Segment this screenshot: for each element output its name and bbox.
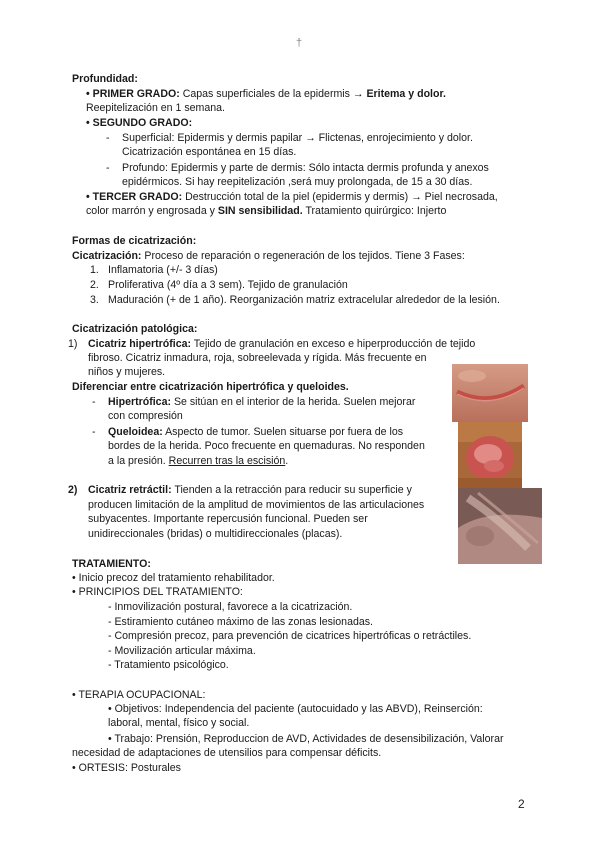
page-number: 2 — [518, 797, 525, 811]
hypertrophic-label: Cicatriz hipertrófica: — [88, 338, 192, 350]
principles-title: • PRINCIPIOS DEL TRATAMIENTO: — [72, 586, 243, 598]
phase-text: Inflamatoria (+/- 3 días) — [108, 264, 218, 276]
treatment-title: TRATAMIENTO: — [72, 558, 151, 570]
dash-icon: - — [92, 396, 96, 408]
third-degree-line2-b: Tratamiento quirúrgico: Injerto — [305, 205, 447, 217]
retractile-num: 2) — [68, 484, 78, 496]
phase-text: Proliferativa (4º día a 3 sem). Tejido de granulación — [108, 279, 348, 291]
principle-item: - Movilización articular máxima. — [108, 645, 256, 657]
principle-item: - Compresión precoz, para prevención de cicatrices hipertróficas o retráctiles. — [108, 630, 472, 642]
orthesis-line: • ORTESIS: Posturales — [72, 762, 181, 774]
hypertrophic-num: 1) — [68, 338, 78, 350]
ot-title: • TERAPIA OCUPACIONAL: — [72, 689, 206, 701]
keloid-line3-a: a la presión. — [108, 455, 166, 467]
principle-item: - Estiramiento cutáneo máximo de las zonas lesionadas. — [108, 616, 373, 628]
hypertrophic-diff-line2: con compresión — [108, 410, 183, 422]
third-degree-label: • TERCER GRADO: — [86, 191, 183, 203]
hypertrophic-diff-label: Hipertrófica: — [108, 396, 171, 408]
retractile-label: Cicatriz retráctil: — [88, 484, 172, 496]
first-degree-label: • PRIMER GRADO: — [86, 88, 180, 100]
keloid-text: Aspecto de tumor. Suelen situarse por fuera de los — [165, 426, 404, 438]
ot-work-line2: necesidad de adaptaciones de utensilios para compensar déficits. — [72, 747, 382, 759]
third-degree-line — [86, 190, 498, 205]
keloid-line3 — [108, 454, 288, 469]
first-degree-text: Capas superficiales de la epidermis → — [182, 88, 364, 100]
hypertrophic-line2: fibroso. Cicatriz inmadura, roja, sobreelevada y rígida. Más frecuente en — [88, 352, 427, 364]
dash-icon: - — [92, 426, 96, 438]
difference-title: Diferenciar entre cicatrización hipertrófica y queloides. — [72, 381, 349, 393]
hypertrophic-diff-text: Se sitúan en el interior de la herida. Suelen mejorar — [173, 396, 416, 408]
keloid-line2: bordes de la herida. Poco frecuente en quemaduras. No responden — [108, 440, 425, 452]
third-degree-line2-a: color marrón y engrosada y — [86, 205, 215, 217]
phase-num: 2. — [90, 279, 99, 291]
third-degree-bold: SIN sensibilidad. — [217, 205, 303, 217]
superficial-line1: Superficial: Epidermis y dermis papilar → Flictenas, enrojecimiento y dolor. — [122, 132, 473, 144]
depth-title: Profundidad: — [72, 73, 138, 85]
second-degree-label: • SEGUNDO GRADO: — [86, 117, 193, 129]
healing-definition — [72, 249, 465, 264]
retractile-line1 — [88, 483, 412, 498]
treatment-early: • Inicio precoz del tratamiento rehabilitador. — [72, 572, 275, 584]
hypertrophic-scar-photo — [452, 364, 528, 422]
phase-num: 1. — [90, 264, 99, 276]
retractile-line4: unidireccionales (bridas) o multidireccionales (placas). — [88, 528, 343, 540]
ot-objectives-line1: • Objetivos: Independencia del paciente (autocuidado y las ABVD), Reinserción: — [108, 703, 483, 715]
first-degree-line2: Reepitelización en 1 semana. — [86, 102, 225, 114]
first-degree-line — [86, 87, 446, 102]
hypertrophic-diff-line1 — [108, 395, 415, 410]
keloid-scar-photo — [458, 422, 522, 488]
healing-title: Formas de cicatrización: — [72, 235, 197, 247]
keloid-line1 — [108, 425, 403, 440]
principle-item: - Inmovilización postural, favorece a la cicatrización. — [108, 601, 353, 613]
third-degree-text: Destrucción total de la piel (epidermis y dermis) → Piel necrosada, — [185, 191, 498, 203]
ot-work-line1: • Trabajo: Prensión, Reproduccion de AVD, Actividades de desensibilización, Valorar — [108, 733, 504, 745]
dash-icon: - — [106, 132, 110, 144]
pathological-title: Cicatrización patológica: — [72, 323, 198, 335]
ot-objectives-line2: laboral, mental, físico y social. — [108, 717, 250, 729]
hypertrophic-line1 — [88, 337, 475, 352]
retractile-scar-photo — [458, 488, 542, 564]
healing-def-label: Cicatrización: — [72, 250, 142, 262]
dash-icon: - — [106, 162, 110, 174]
retractile-line3: subyacentes. Importante repercusión funcional. Pueden ser — [88, 513, 368, 525]
third-degree-line2 — [86, 204, 446, 219]
phase-text: Maduración (+ de 1 año). Reorganización matriz extracelular alrededor de la lesión. — [108, 294, 500, 306]
keloid-underlined: Recurren tras la escisión — [168, 455, 286, 467]
keloid-line3-b: . — [285, 455, 289, 467]
deep-line1: Profundo: Epidermis y parte de dermis: Sólo intacta dermis profunda y anexos — [122, 162, 489, 174]
first-degree-bold: Eritema y dolor. — [366, 88, 446, 100]
healing-def-text: Proceso de reparación o regeneración de los tejidos. Tiene 3 Fases: — [144, 250, 465, 262]
header-mark: † — [296, 37, 303, 49]
hypertrophic-line3: niños y mujeres. — [88, 366, 166, 378]
phase-num: 3. — [90, 294, 99, 306]
principle-item: - Tratamiento psicológico. — [108, 659, 229, 671]
keloid-label: Queloidea: — [108, 426, 163, 438]
retractile-text: Tienden a la retracción para reducir su superficie y — [174, 484, 412, 496]
hypertrophic-text: Tejido de granulación en exceso e hiperproducción de tejido — [193, 338, 476, 350]
retractile-line2: producen limitación de la amplitud de movimientos de las articulaciones — [88, 499, 425, 511]
deep-line2: epidérmicos. Si hay reepitelización ,será muy prolongada, de 15 a 30 días. — [122, 176, 473, 188]
superficial-line2: Cicatrización espontánea en 15 días. — [122, 146, 297, 158]
